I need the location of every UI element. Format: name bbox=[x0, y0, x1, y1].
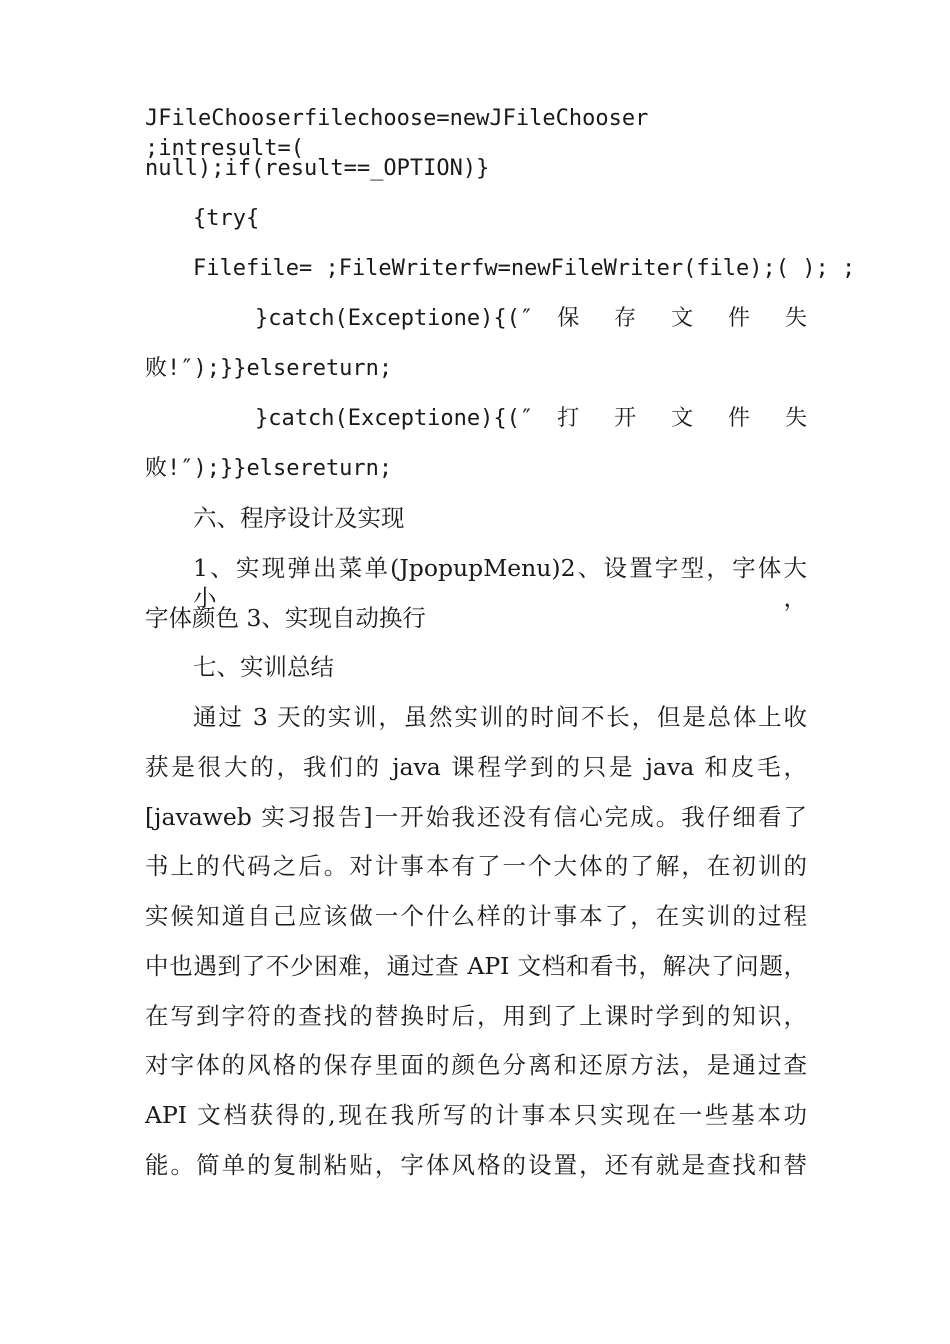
paragraph-line: 对字体的风格的保存里面的颜色分离和还原方法，是通过查 bbox=[145, 1051, 807, 1079]
paragraph-line: 书上的代码之后。对计事本有了一个大体的了解，在初训的 bbox=[145, 852, 807, 880]
paragraph-line: 获是很大的，我们的 java 课程学到的只是 java 和皮毛， bbox=[145, 753, 807, 781]
code-line-6: 败!″);}}elsereturn; bbox=[145, 356, 393, 381]
paragraph-line: 在写到字符的查找的替换时后，用到了上课时学到的知识， bbox=[145, 1002, 807, 1030]
section-heading-6: 六、程序设计及实现 bbox=[193, 504, 405, 532]
paragraph-line: 实候知道自己应该做一个什么样的计事本了，在实训的过程 bbox=[145, 902, 807, 930]
code-line-2: null);if(result==_OPTION)} bbox=[145, 156, 490, 181]
paragraph-line: 字体颜色 3、实现自动换行 bbox=[145, 604, 426, 632]
paragraph-line: 1、实现弹出菜单(JpopupMenu)2、设置字型，字体大小， bbox=[193, 554, 807, 612]
code-line-5: }catch(Exceptione){(″ 保 存 文 件 失 bbox=[255, 306, 807, 331]
code-line-3: {try{ bbox=[193, 206, 260, 231]
code-line-4: Filefile= ;FileWriterfw=newFileWriter(file);( ); ; bbox=[193, 256, 856, 281]
paragraph-line: 通过 3 天的实训，虽然实训的时间不长，但是总体上收 bbox=[193, 703, 808, 731]
code-line-7: }catch(Exceptione){(″ 打 开 文 件 失 bbox=[255, 406, 807, 431]
paragraph-line: 中也遇到了不少困难，通过查 API 文档和看书，解决了问题， bbox=[145, 952, 807, 980]
code-line-1: JFileChooserfilechoose=newJFileChooser ;intresult=( bbox=[145, 106, 649, 161]
paragraph-line: [javaweb 实习报告]一开始我还没有信心完成。我仔细看了 bbox=[145, 803, 807, 831]
code-line-8: 败!″);}}elsereturn; bbox=[145, 456, 393, 481]
paragraph-line: 能。简单的复制粘贴，字体风格的设置，还有就是查找和替 bbox=[145, 1151, 807, 1179]
section-heading-7: 七、实训总结 bbox=[193, 653, 334, 681]
paragraph-line: API 文档获得的,现在我所写的计事本只实现在一些基本功 bbox=[145, 1101, 807, 1129]
